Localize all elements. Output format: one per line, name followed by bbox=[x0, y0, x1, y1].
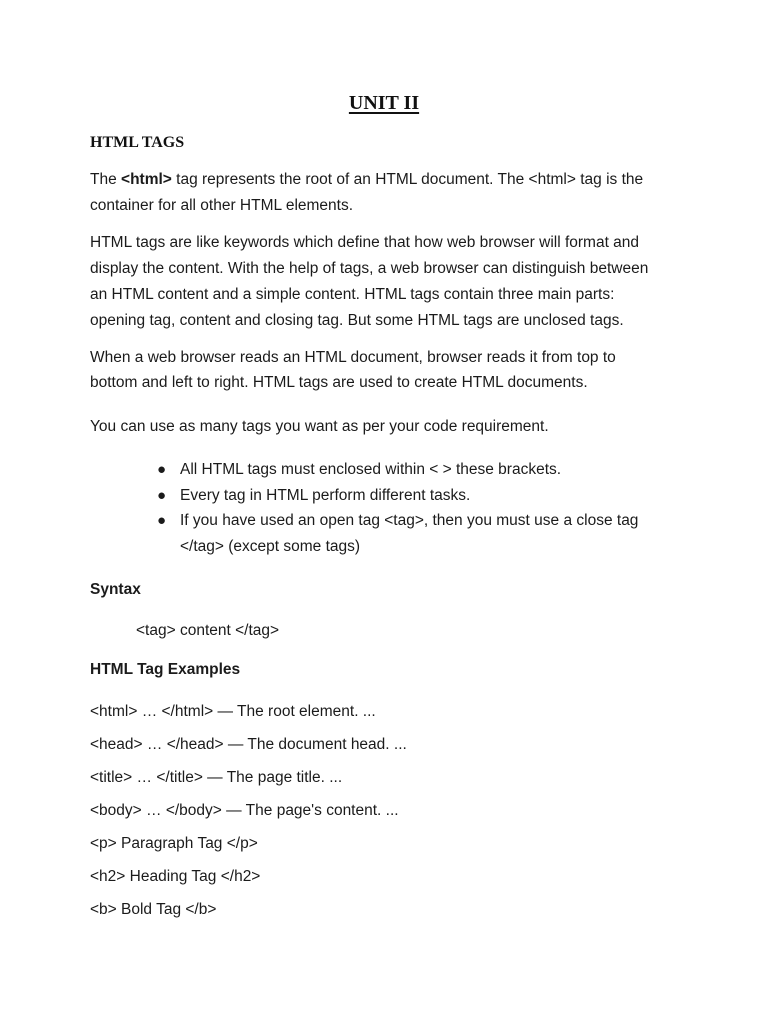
para2-line-3: an HTML content and a simple content. HTML tags contain three main parts: bbox=[90, 286, 615, 303]
bullet-item-1: All HTML tags must enclosed within < > these brackets. bbox=[180, 461, 562, 478]
bullet-dot-icon: ● bbox=[157, 512, 167, 529]
example-line: <html> … </html> — The root element. ... bbox=[90, 703, 376, 720]
section-heading: HTML TAGS bbox=[90, 134, 185, 151]
bullet-dot-icon: ● bbox=[157, 461, 167, 478]
intro-text-pre: The bbox=[90, 171, 122, 188]
example-line: <p> Paragraph Tag </p> bbox=[90, 835, 258, 852]
para2-line-1: HTML tags are like keywords which define that how web browser will format and bbox=[90, 234, 640, 251]
example-line: <body> … </body> — The page's content. ... bbox=[90, 802, 399, 819]
bullet-item-2: Every tag in HTML perform different tasks. bbox=[180, 487, 471, 504]
para2-line-2: display the content. With the help of tags, a web browser can distinguish between bbox=[90, 260, 649, 277]
examples-heading: HTML Tag Examples bbox=[90, 661, 241, 678]
intro-text-post: tag represents the root of an HTML document. The <html> tag is the bbox=[171, 171, 644, 188]
intro-line-1 bbox=[90, 170, 643, 190]
bullet-dot-icon: ● bbox=[157, 487, 167, 504]
syntax-example: <tag> content </tag> bbox=[136, 622, 280, 639]
example-line: <title> … </title> — The page title. ... bbox=[90, 769, 343, 786]
intro-html-tag: <html> bbox=[121, 171, 172, 188]
para3-line-2: bottom and left to right. HTML tags are used to create HTML documents. bbox=[90, 374, 588, 391]
bullet-item-3: If you have used an open tag <tag>, then you must use a close tag bbox=[180, 512, 639, 529]
para3-line-1: When a web browser reads an HTML document, browser reads it from top to bbox=[90, 349, 616, 366]
syntax-heading: Syntax bbox=[90, 581, 141, 598]
example-line: <head> … </head> — The document head. ... bbox=[90, 736, 407, 753]
page-title: UNIT II bbox=[348, 92, 420, 114]
para2-line-4: opening tag, content and closing tag. But some HTML tags are unclosed tags. bbox=[90, 312, 624, 329]
bullet-item-3-continued: </tag> (except some tags) bbox=[180, 538, 361, 555]
example-line: <b> Bold Tag </b> bbox=[90, 901, 217, 918]
example-line: <h2> Heading Tag </h2> bbox=[90, 868, 261, 885]
para4: You can use as many tags you want as per your code requirement. bbox=[90, 418, 549, 435]
intro-line-2: container for all other HTML elements. bbox=[90, 197, 354, 214]
